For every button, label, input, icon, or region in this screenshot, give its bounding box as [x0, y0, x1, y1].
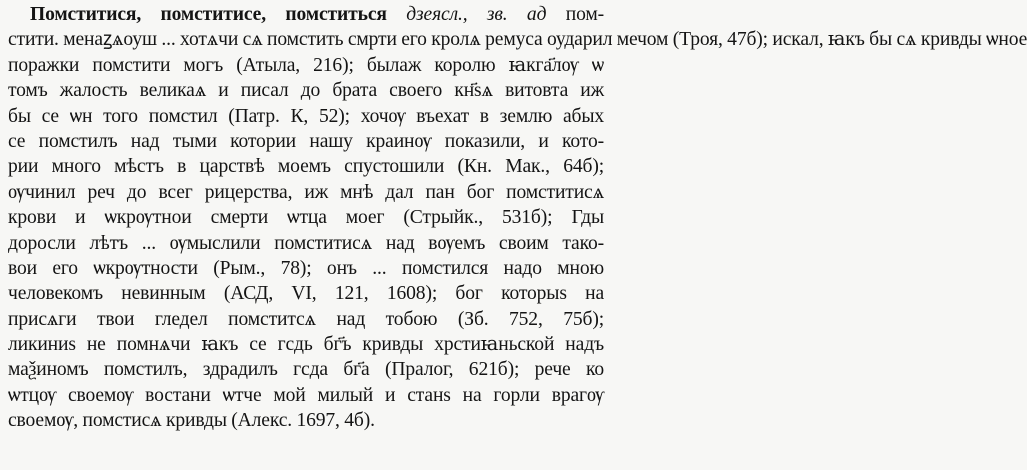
entry-line-8: ѹчинил реч до всег рицерства, иж мнѣ дал пан бог помститисѧ [8, 181, 604, 203]
entry-headword: Помститися, помститисе, помститься [30, 4, 387, 25]
entry-line-3: поражки помстити могъ (Атыла, 216); былаж королю ꙗкга҃лѹ ѡ [8, 54, 604, 76]
entry-grammar: дзеясл., зв. ад [406, 4, 547, 25]
entry-line-5: бы се ѡн того помстил (Патр. К, 52); хочѹ въехат в землю абых [8, 105, 604, 127]
entry-line-6: се помстилъ над тыми котории нашу краинѹ показили, и кото- [8, 130, 604, 152]
entry-line-13: присѧги твои гледел помститсѧ над тобою (Зб. 752, 75б); [8, 308, 604, 330]
entry-line-12: человекомъ невинным (АСД, VI, 121, 1608); бог которыѕ на [8, 283, 604, 305]
entry-line-10: доросли лѣтъ ... ѹмыслили помститисѧ над вѹемъ своим тако- [8, 232, 604, 254]
entry-line-11: вои его ѡкрѹтности (Рым., 78); онъ ... помстился надо мною [8, 257, 604, 279]
entry-line-16: ѡтцѹ своемѹ востани ѡтче мой милый и станѕ на горли врагѹ [8, 384, 604, 406]
entry-line-14: ликиниѕ не помнѧчи ꙗкъ се гсдь бг҃ъ кривды хрстиꙗньской надъ [8, 334, 604, 356]
entry-line-15: маѯиномъ помстилъ, здрадилъ гсда бг҃а (Пралог, 621б); рече ко [8, 359, 604, 381]
entry-line-17: своемѹ, помстисѧ кривды (Алекс. 1697, 4б). [8, 410, 375, 432]
entry-line-2: стити. менаꙁѧоуш ... хотѧчи сѧ помстить смрти его кролѧ ремуса оударил мечом (Троя, 47б); искал, ꙗкъ бы сѧ кривды ѡное [8, 29, 1027, 51]
entry-line-9: крови и ѡкрѹтнои смерти ѡтца моег (Стрыйк., 531б); Гды [8, 207, 604, 229]
entry-line-1 [8, 2, 604, 27]
entry-line-7: рии много мѣстъ в царствѣ моемъ спустошили (Кн. Мак., 64б); [8, 156, 604, 178]
entry-line-4: томъ жалость великаѧ и писал до брата своего кн҃ѕѧ витовта иж [8, 80, 604, 102]
entry-line-1-tail: пом- [565, 4, 605, 25]
dictionary-entry [8, 2, 1027, 434]
